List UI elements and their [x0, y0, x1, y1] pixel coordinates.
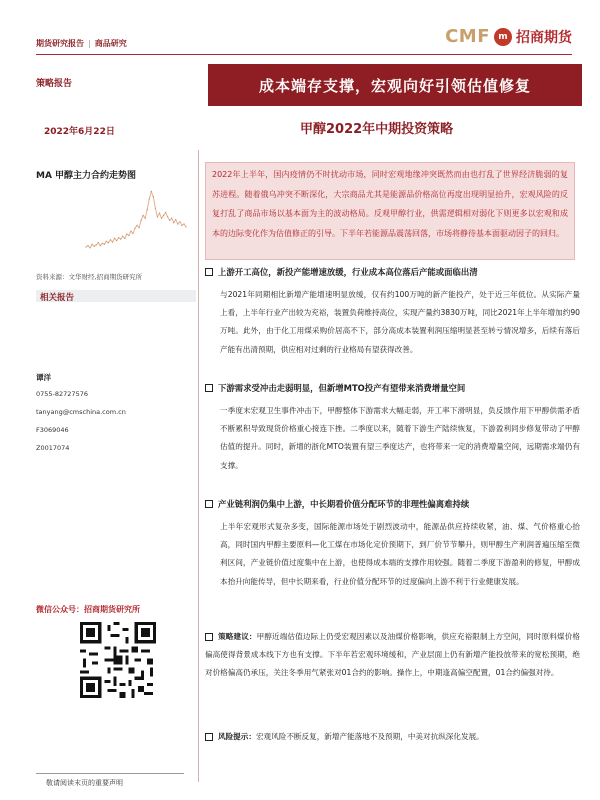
- logo-text-cn: 招商期货: [516, 29, 572, 46]
- bullet-icon: [205, 733, 213, 741]
- price-point: [87, 245, 88, 246]
- price-point: [177, 223, 178, 224]
- price-point: [179, 221, 180, 222]
- price-point: [98, 242, 99, 243]
- bullet-icon: [205, 500, 213, 508]
- logo-badge-icon: m: [494, 28, 512, 46]
- strategy-label: 策略建议：: [218, 632, 257, 641]
- price-point: [132, 233, 133, 234]
- price-point: [122, 236, 123, 237]
- risk-text: 宏观风险不断反复，新增产能落地不及预期，中美对抗纵深化发展。: [255, 732, 484, 741]
- price-trend-chart: [36, 180, 194, 268]
- price-point: [116, 240, 117, 241]
- risk-label: 风险提示：: [218, 732, 256, 741]
- price-point: [143, 215, 144, 216]
- price-point: [181, 225, 182, 226]
- price-point: [118, 237, 119, 238]
- price-point: [155, 208, 156, 209]
- price-point: [165, 212, 166, 213]
- price-point: [85, 246, 86, 247]
- price-point: [149, 198, 150, 199]
- price-point: [100, 245, 101, 246]
- price-point: [120, 239, 121, 240]
- price-point: [94, 246, 95, 247]
- section-heading-text: 下游需求受冲击走弱明显，但新增MTO投产有望带来消费增量空间: [218, 383, 466, 393]
- analyst-phone: 0755-82727576: [36, 390, 88, 398]
- strategy-text: 甲醇近端估值边际上仍受宏观因素以及油煤价格影响，供应充裕限制上方空间，同时原料煤价格偏高使得背景成本线下方也有支撑。下半年若宏观环境缓和，产业层面上仍有新增产能投放带来的宽松预期，绝对价格偏高仍承压，关注冬季用气紧张对01合约的影响。操作上，中期逢高偏空配置，01合约偏强对待。: [205, 632, 581, 678]
- footer-divider: [36, 773, 184, 774]
- analyst-name: 谭洋: [36, 373, 51, 382]
- bullet-icon: [205, 633, 213, 641]
- analyst-email[interactable]: tanyang@cmschina.com.cn: [36, 408, 126, 416]
- summary-box: 2022年上半年，国内疫情仍不时扰动市场，同时宏观地缘冲突既然而由也打乱了世界经济脆弱的复苏进程。随着俄乌冲突不断深化，大宗商品尤其是能源品价格高位再度出现明显抬升，宏观风险的反复打乱了商品市场以基本面为主的波动格局。反观甲醇行业，供需逻辑相对弱化下则更多以宏观和成本的边际变化作为估值修正的引导。下半年若能源品震荡回落，市场将静待基本面驱动因子的回归。: [205, 162, 575, 260]
- report-date: 2022年6月22日: [44, 127, 115, 137]
- price-point: [175, 219, 176, 220]
- price-point: [130, 231, 131, 232]
- company-logo: [445, 26, 572, 47]
- price-line-series: [86, 192, 186, 248]
- price-point: [92, 244, 93, 245]
- strategy-block: [205, 628, 580, 683]
- price-point: [153, 196, 154, 197]
- risk-block: [205, 728, 580, 746]
- section-heading-3: [205, 498, 590, 510]
- price-point: [114, 238, 115, 239]
- price-point: [104, 244, 105, 245]
- bullet-icon: [205, 268, 213, 276]
- qr-code-icon: [80, 622, 156, 698]
- section-body-2: 一季度末宏观卫生事件冲击下，甲醇整体下游需求大幅走弱，开工率下滑明显，负反馈作用下甲醇供需矛盾不断累积导致现货价格重心接连下挫。二季度以来，随着下游生产陆续恢复，下游盈利同步修复带动了甲醇估值的提升。同时，新增的浙化MTO装置有望三季度达产，也将带来一定的消费增量空间，远期需求端仍有支撑。: [220, 406, 580, 470]
- price-point: [171, 218, 172, 219]
- logo-text-en: CMF: [445, 26, 490, 47]
- banner-title: 成本端存支撑，宏观向好引领估值修复: [208, 64, 582, 106]
- license-number-1: F3069046: [36, 426, 69, 434]
- price-point: [163, 215, 164, 216]
- disclaimer-note[interactable]: 敬请阅读末页的重要声明: [46, 779, 123, 787]
- price-point: [157, 216, 158, 217]
- bullet-icon: [205, 384, 213, 392]
- price-point: [185, 226, 186, 227]
- price-point: [134, 228, 135, 229]
- chart-source: 资料来源：文华财经,招商期货研究所: [36, 273, 143, 281]
- license-number-2: Z0017074: [36, 444, 70, 452]
- section-body-3: 上半年宏观形式复杂多变，国际能源市场处于剧烈波动中，能源品供应持续收紧，油、煤、气价格重心抬高，同时国内甲醇主要原料—化工煤在市场化定价预期下，到厂价节节攀升，则甲醇生产利润普遍压缩至微利区间，产业链价值过度集中在上游，也使得成本端的支撑作用较强。随着二季度下游盈利的修复，甲醇成本抬升向能传导，但中长期来看，行业价值分配环节的过度偏向上游不利于行业健康发展。: [220, 522, 580, 586]
- price-point: [173, 222, 174, 223]
- price-point: [112, 241, 113, 242]
- section-heading-text: 产业链利润仍集中上游，中长期看价值分配环节的非理性偏离难持续: [218, 499, 470, 509]
- header-divider: [36, 54, 572, 55]
- price-point: [139, 227, 140, 228]
- section-heading-2: [205, 382, 590, 394]
- price-point: [128, 235, 129, 236]
- price-point: [110, 239, 111, 240]
- price-point: [151, 191, 152, 192]
- sidebar-divider: [198, 150, 199, 782]
- wechat-account: 微信公众号：招商期货研究所: [36, 605, 140, 614]
- price-point: [167, 216, 168, 217]
- price-point: [106, 241, 107, 242]
- section-body-1: 与2021年同期相比新增产能增速明显放缓，仅有约100万吨的新产能投产，处于近三年低位。从实际产量上看，上半年行业产出较为充裕，装置负荷维持高位，实现产量约3830万吨，同比2021年上半年增加约90万吨。此外，由于化工用煤采购价居高不下，部分高成本装置利润压缩明显甚至转亏情况增多，后续有落后产能有出清预期，供应相对过剩的行业格局有望获得改善。: [220, 290, 580, 354]
- price-point: [141, 220, 142, 221]
- price-point: [124, 238, 125, 239]
- price-point: [145, 218, 146, 219]
- price-point: [102, 243, 103, 244]
- price-point: [159, 213, 160, 214]
- chart-title: MA 甲醇主力合约走势图: [36, 171, 137, 181]
- related-reports-header: 相关报告: [36, 290, 196, 302]
- price-point: [126, 234, 127, 235]
- price-point: [147, 209, 148, 210]
- price-point: [136, 225, 137, 226]
- price-point: [161, 218, 162, 219]
- header-separator: |: [88, 39, 91, 48]
- price-point: [183, 223, 184, 224]
- price-point: [169, 220, 170, 221]
- header-breadcrumb: [36, 38, 127, 49]
- price-point: [90, 247, 91, 248]
- report-type: 策略报告: [36, 79, 73, 89]
- price-point: [96, 244, 97, 245]
- header-commodity-category: 商品研究: [94, 39, 127, 48]
- section-heading-1: [205, 266, 590, 278]
- price-point: [108, 242, 109, 243]
- header-report-category: 期货研究报告: [36, 39, 84, 48]
- report-subtitle: 甲醇2022年中期投资策略: [300, 122, 454, 137]
- section-heading-text: 上游开工高位，新投产能增速放缓，行业成本高位落后产能或面临出清: [218, 267, 478, 277]
